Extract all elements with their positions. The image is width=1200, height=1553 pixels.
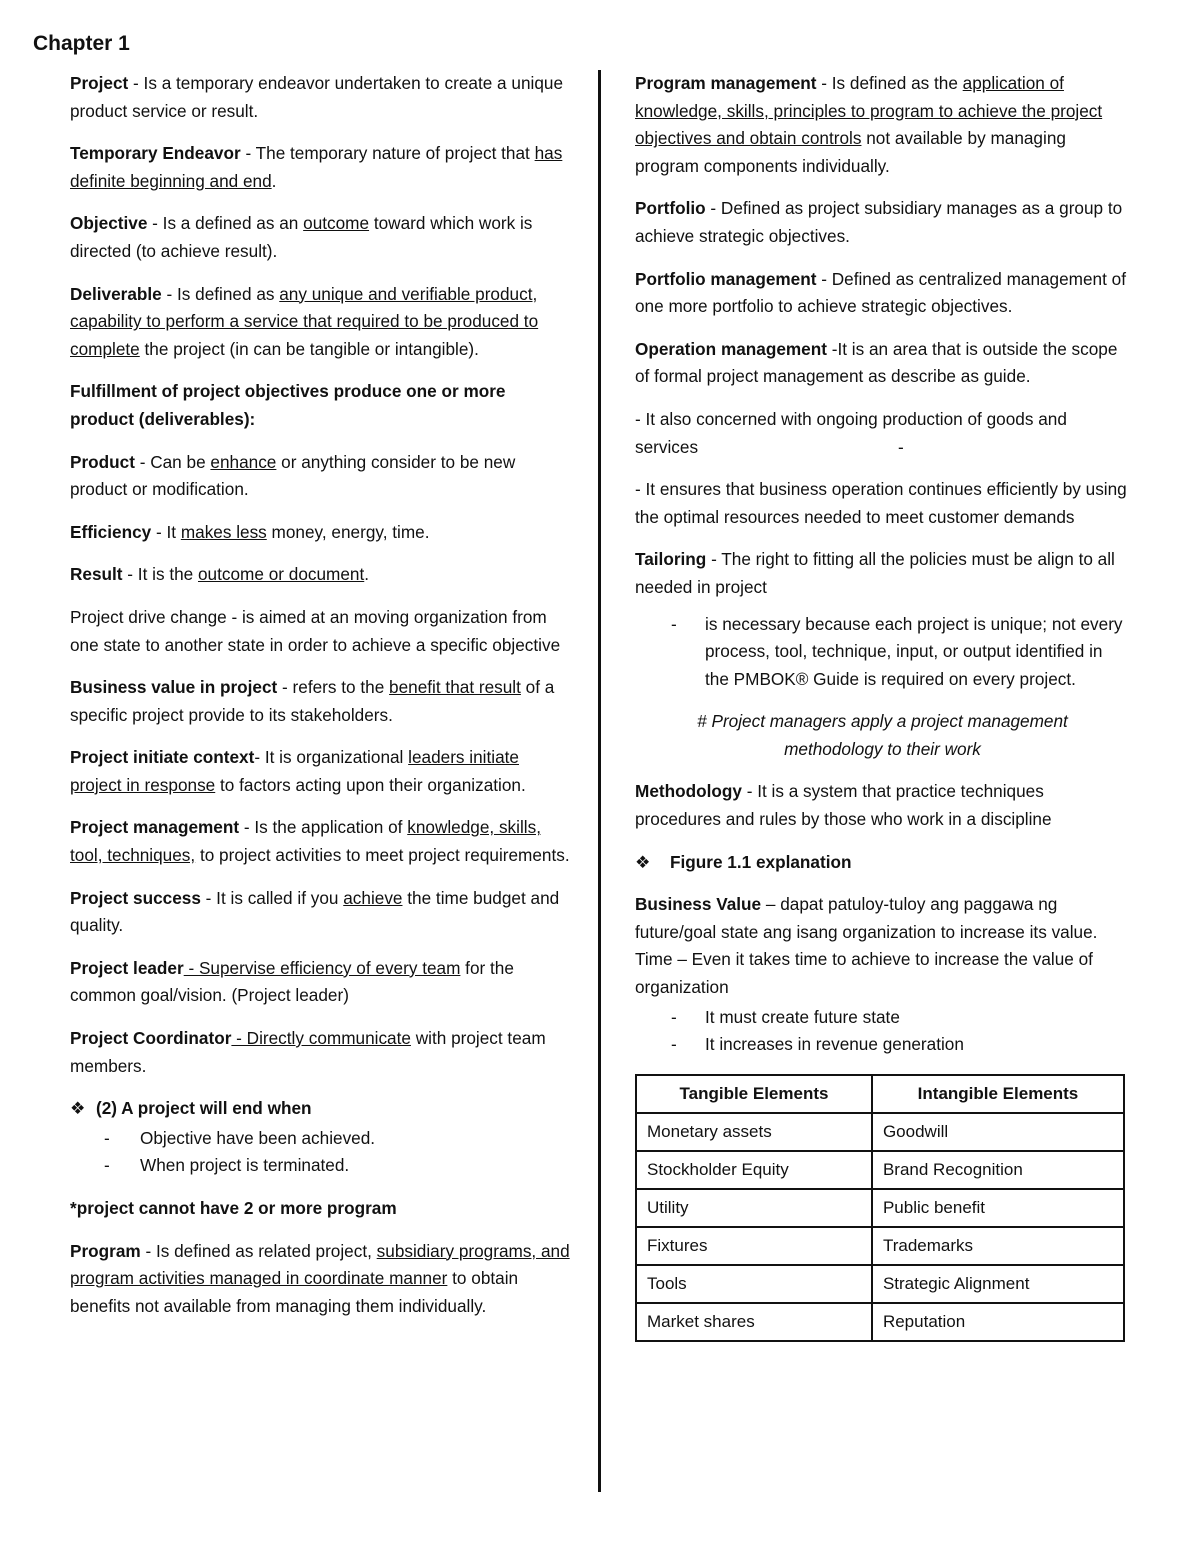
def-objective: Objective - Is a defined as an outcome toward which work is directed (to achieve result). — [70, 213, 533, 261]
figure-heading: ❖ Figure 1.1 explanation — [635, 849, 1130, 877]
table-row — [636, 1227, 1124, 1265]
def-product: Product - Can be enhance or anything consider to be new product or modification. — [70, 451, 516, 500]
operation-point-1: - It also concerned with ongoing production of goods and services - — [635, 408, 1067, 457]
def-program-management: Program management - Is defined as the application of knowledge, skills, principles to program to achieve the project objectives and obtain controls not available by managing program components individually. — [635, 73, 1103, 176]
table-row — [636, 1151, 1124, 1189]
def-deliverable: Deliverable - Is defined as any unique and verifiable product, capability to perform a service that required to be produced to complete the project (in can be tangible or intangible). — [70, 283, 539, 359]
def-portfolio: Portfolio - Defined as project subsidiary manages as a group to achieve strategic objectives. — [635, 198, 1123, 246]
def-project-success: Project success - It is called if you achieve the time budget and quality. — [70, 887, 560, 936]
table-cell: Stockholder Equity — [636, 1151, 872, 1189]
def-project-leader: Project leader - Supervise efficiency of every team for the common goal/vision. (Project leader) — [70, 957, 514, 1006]
def-result: Result - It is the outcome or document. — [70, 564, 370, 585]
table-row — [636, 1265, 1124, 1303]
def-project: Project - Is a temporary endeavor undertaken to create a unique product service or result. — [70, 73, 564, 121]
def-methodology: Methodology - It is a system that practice techniques procedures and rules by those who work in a discipline — [635, 781, 1052, 830]
def-business-value-figure: Business Value – dapat patuloy-tuloy ang paggawa ng future/goal state ang isang organization to increase its value. Time – Even it takes time to achieve to increase the value of organization — [635, 894, 1098, 998]
left-column — [70, 70, 570, 1335]
diamond-bullet-icon: ❖ — [635, 851, 651, 872]
operation-point-2: - It ensures that business operation continues efficiently by using the optimal resources needed to meet customer demands — [635, 479, 1127, 527]
list-item: - It increases in revenue generation — [671, 1034, 964, 1055]
table-cell: Market shares — [636, 1303, 872, 1341]
chapter-title: Chapter 1 — [33, 32, 130, 55]
table-header: Intangible Elements — [872, 1075, 1124, 1113]
table-cell: Fixtures — [636, 1227, 872, 1265]
table-header: Tangible Elements — [636, 1075, 872, 1113]
def-project-coordinator: Project Coordinator - Directly communicate with project team members. — [70, 1028, 546, 1076]
elements-table — [635, 1074, 1125, 1342]
def-initiate-context: Project initiate context- It is organizational leaders initiate project in response to factors acting upon their organization. — [70, 747, 526, 795]
end-list — [70, 1125, 570, 1180]
business-value-list — [635, 1004, 1130, 1059]
def-project-management: Project management - Is the application of knowledge, skills, tool, techniques, to project activities to meet project requirements. — [70, 817, 570, 866]
def-operation-management: Operation management -It is an area that is outside the scope of formal project management as describe as guide. — [635, 338, 1118, 387]
list-item: - It must create future state — [671, 1006, 900, 1027]
table-cell: Reputation — [872, 1303, 1124, 1341]
program-note: *project cannot have 2 or more program — [70, 1198, 397, 1218]
end-heading: ❖ (2) A project will end when — [70, 1095, 570, 1123]
table-row — [636, 1303, 1124, 1341]
fulfillment-heading: Fulfillment of project objectives produce one or more product (deliverables): — [70, 381, 506, 429]
def-tailoring: Tailoring - The right to fitting all the policies must be align to all needed in project — [635, 549, 1115, 597]
table-cell: Tools — [636, 1265, 872, 1303]
table-cell: Monetary assets — [636, 1113, 872, 1151]
table-cell: Utility — [636, 1189, 872, 1227]
def-drive-change: Project drive change - is aimed at an moving organization from one state to another state in order to achieve a specific objective — [70, 606, 561, 655]
diamond-bullet-icon: ❖ — [70, 1098, 86, 1119]
column-divider — [598, 70, 601, 1492]
def-program: Program - Is defined as related project, subsidiary programs, and program activities managed in coordinate manner to obtain benefits not available from managing them individually. — [70, 1240, 570, 1316]
table-cell: Trademarks — [872, 1227, 1124, 1265]
methodology-note: # Project managers apply a project management methodology to their work — [697, 711, 1068, 759]
def-efficiency: Efficiency - It makes less money, energy, time. — [70, 521, 430, 542]
def-portfolio-management: Portfolio management - Defined as centralized management of one more portfolio to achieve strategic objectives. — [635, 268, 1126, 317]
table-row — [636, 1189, 1124, 1227]
table-cell: Goodwill — [872, 1113, 1124, 1151]
right-column — [635, 70, 1130, 1342]
list-item: - is necessary because each project is unique; not every process, tool, technique, input, or output identified in the PMBOK® Guide is required on every project. — [671, 613, 1123, 689]
table-cell: Brand Recognition — [872, 1151, 1124, 1189]
table-cell: Strategic Alignment — [872, 1265, 1124, 1303]
def-business-value: Business value in project - refers to the benefit that result of a specific project provide to its stakeholders. — [70, 677, 555, 725]
tailoring-list — [635, 611, 1130, 694]
table-header-row — [636, 1075, 1124, 1113]
table-row — [636, 1113, 1124, 1151]
def-temporary-endeavor: Temporary Endeavor - The temporary nature of project that has definite beginning and end. — [70, 143, 563, 191]
list-item: - When project is terminated. — [104, 1155, 350, 1176]
list-item: - Objective have been achieved. — [104, 1127, 376, 1148]
table-cell: Public benefit — [872, 1189, 1124, 1227]
